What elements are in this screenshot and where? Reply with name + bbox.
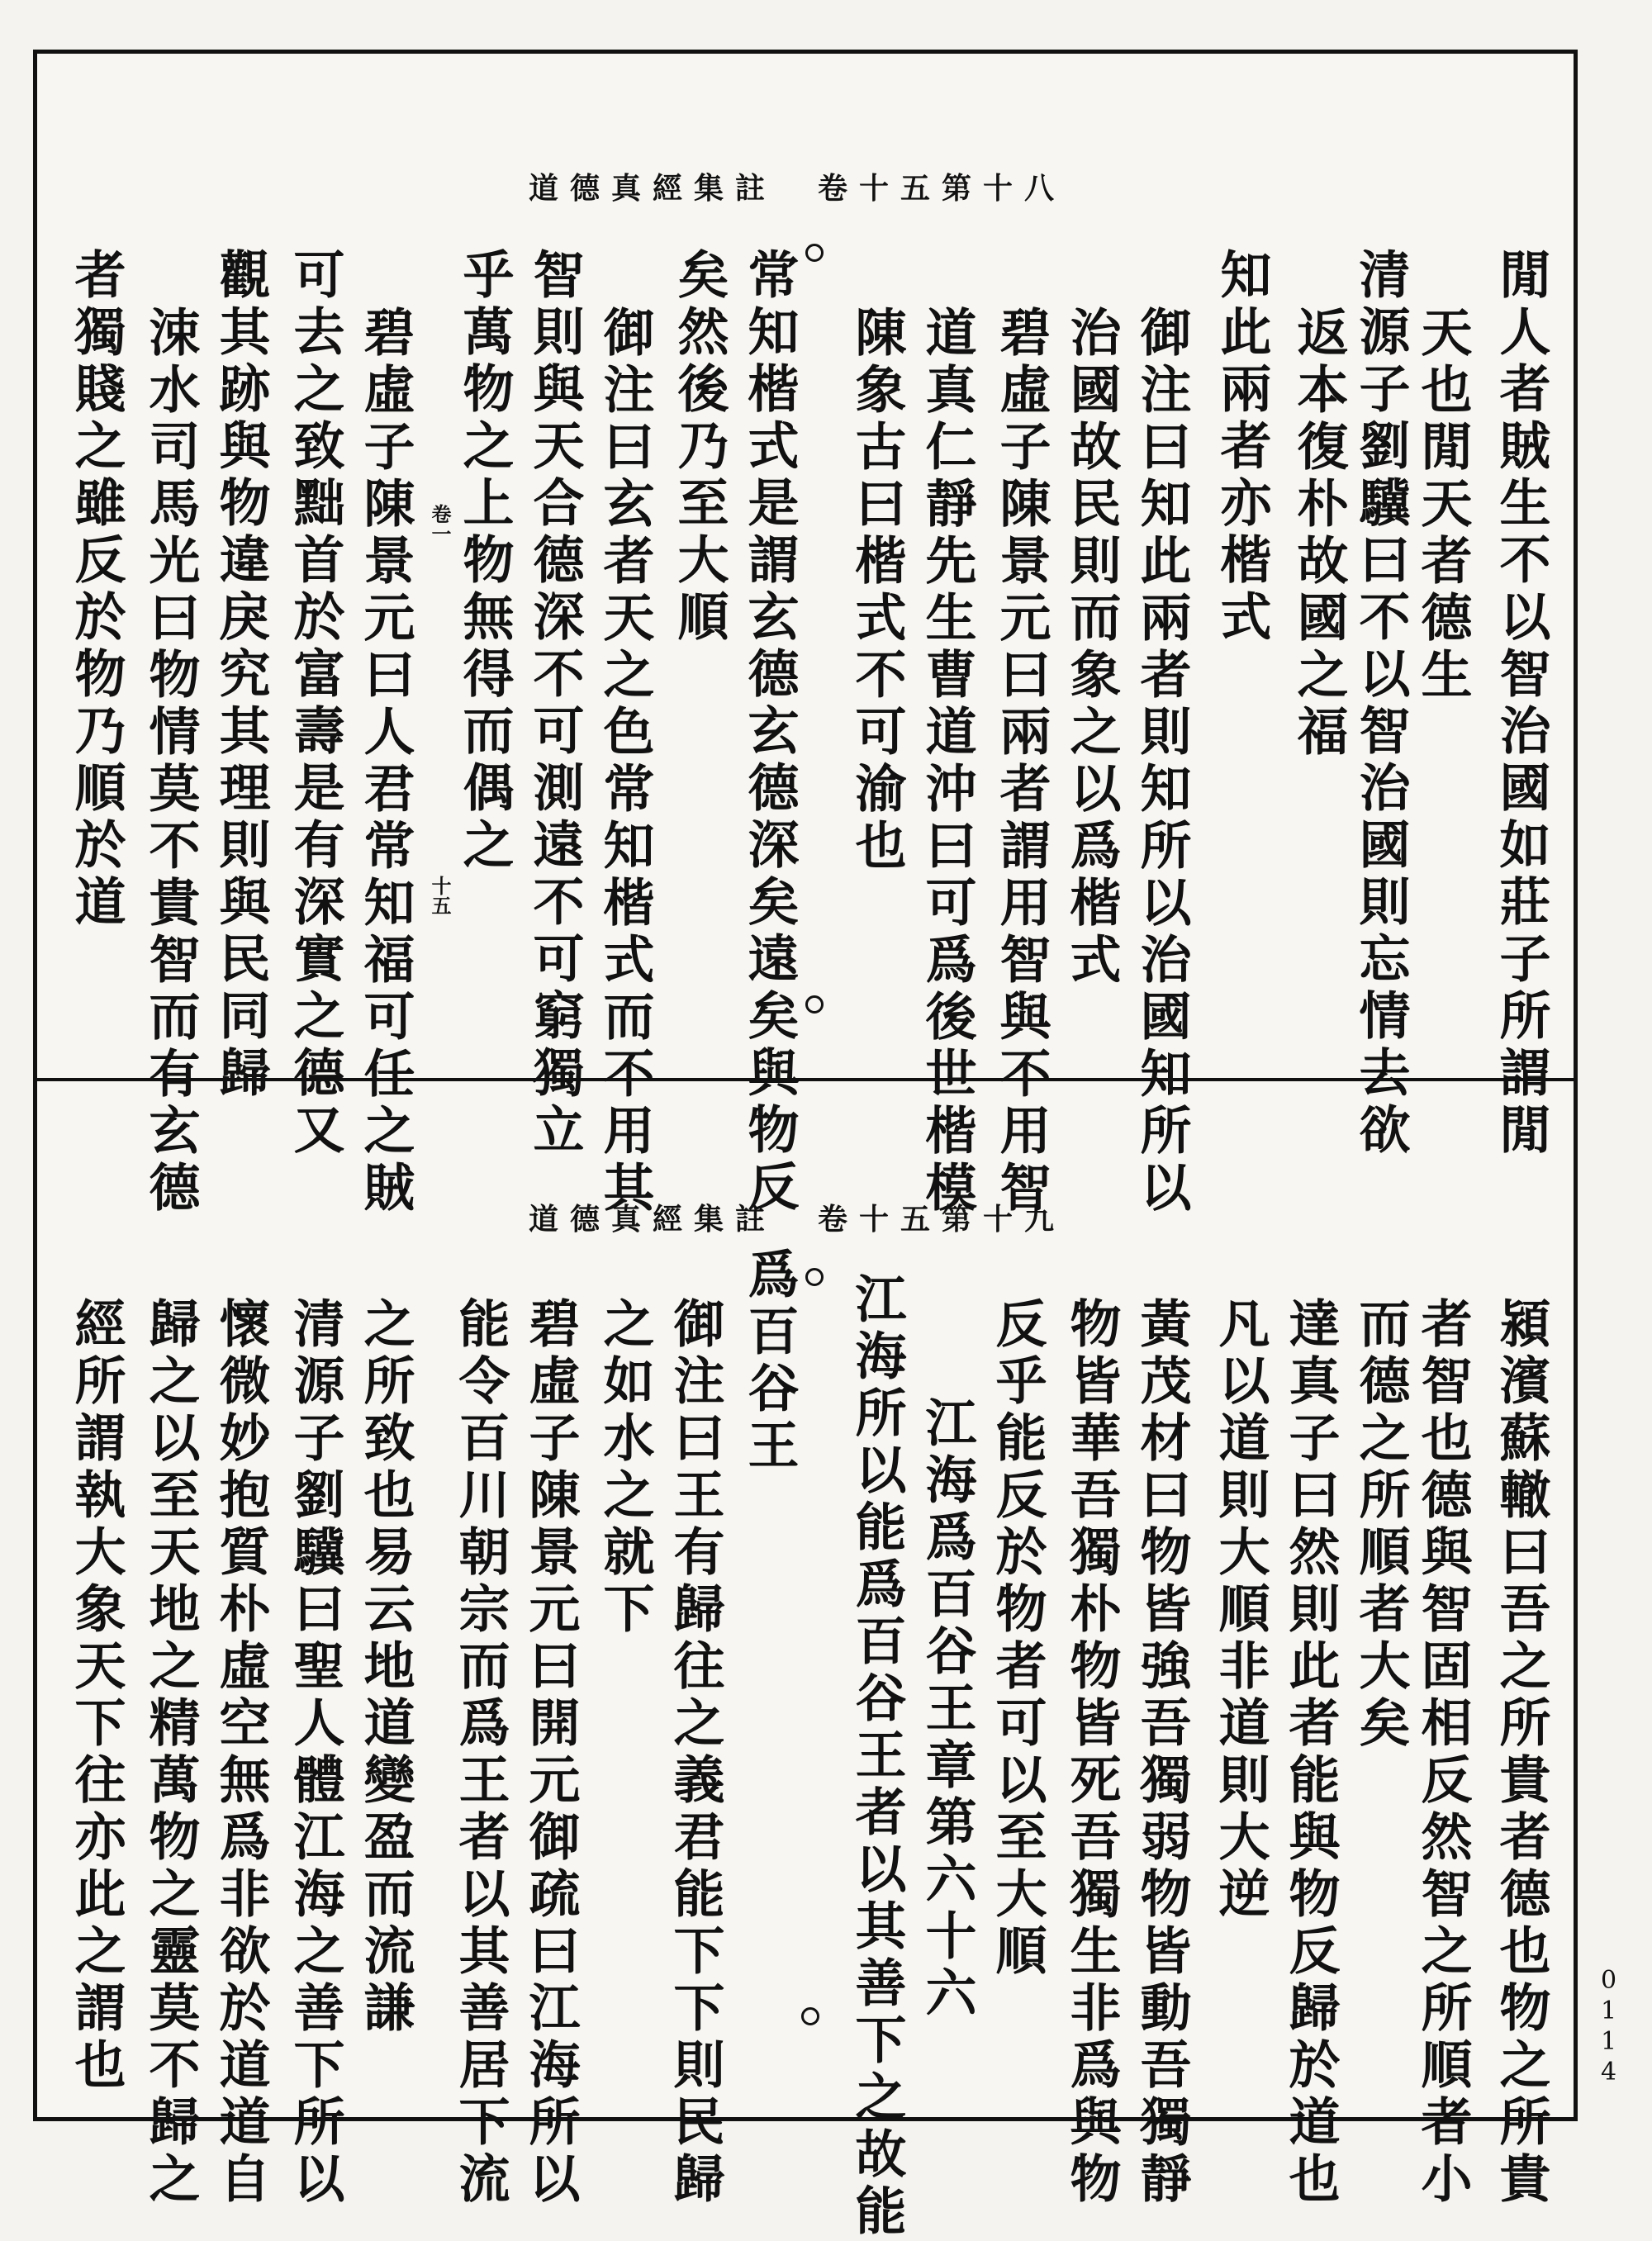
text-column: 者獨賤之雖反於物乃順於道 bbox=[66, 248, 126, 932]
text-column: 潁濱蘇轍曰吾之所貴者德也物之所貴 bbox=[1491, 1297, 1551, 2209]
text-column: 涑水司馬光曰物情莫不貴智而有玄德 bbox=[140, 306, 201, 1218]
text-column: 御注曰玄者天之色常知楷式而不用其 bbox=[595, 306, 655, 1218]
text-column: 歸之以至天地之精萬物之靈莫不歸之 bbox=[140, 1297, 201, 2209]
circle-mark bbox=[805, 244, 824, 262]
text-column: 常知楷式是謂玄德玄德深矣遠矣與物反 bbox=[739, 248, 800, 1217]
text-column: 陳象古曰楷式不可渝也 bbox=[847, 306, 907, 876]
text-column: 之所致也易云地道變盈而流謙 bbox=[355, 1297, 415, 2038]
circle-mark bbox=[801, 2007, 819, 2025]
text-column: 江海所以能爲百谷王者以其善下之故能 bbox=[847, 1272, 907, 2241]
text-column: 清源子劉驥曰聖人體江海之善下所以 bbox=[285, 1297, 345, 2209]
text-column: 反乎能反於物者可以至大順 bbox=[987, 1297, 1047, 1981]
text-column: 而德之所順者大矣 bbox=[1351, 1297, 1411, 1753]
text-column: 達真子曰然則此者能與物反歸於道也 bbox=[1280, 1297, 1341, 2209]
text-column: 凡以道則大順非道則大逆 bbox=[1210, 1297, 1270, 1924]
text-column: 道真仁靜先生曹道沖曰可爲後世楷模 bbox=[917, 306, 977, 1218]
text-column: 碧虛子陳景元曰人君常知福可任之賊 bbox=[355, 306, 415, 1218]
circle-mark bbox=[805, 995, 824, 1014]
text-column: 之如水之就下 bbox=[595, 1297, 655, 1639]
text-column: 爲百谷王 bbox=[739, 1247, 800, 1475]
text-column: 江海爲百谷王章第六十六 bbox=[917, 1396, 977, 2023]
text-column: 智則與天合德深不可測遠不可窮獨立 bbox=[525, 248, 585, 1160]
text-column: 黃茂材曰物皆強吾獨弱物皆動吾獨靜 bbox=[1132, 1297, 1192, 2209]
annotation-note: 卷一 bbox=[428, 504, 452, 544]
text-column: 天也閒天者德生 bbox=[1412, 306, 1473, 705]
text-column: 閒人者賊生不以智治國如莊子所謂閒 bbox=[1491, 248, 1551, 1160]
text-column: 御注曰王有歸往之義君能下下則民歸 bbox=[665, 1297, 725, 2209]
text-column: 清源子劉驥曰不以智治國則忘情去欲 bbox=[1351, 248, 1411, 1160]
page-number: 0114 bbox=[1594, 1966, 1623, 2088]
text-column: 御注曰知此兩者則知所以治國知所以 bbox=[1132, 306, 1192, 1218]
text-column: 觀其跡與物違戾究其理則與民同歸 bbox=[211, 248, 271, 1103]
text-column: 知此兩者亦楷式 bbox=[1212, 248, 1272, 647]
annotation-note: 十五 bbox=[428, 876, 452, 915]
text-column: 者智也德與智固相反然智之所順者小 bbox=[1412, 1297, 1473, 2209]
text-column: 物皆華吾獨朴物皆死吾獨生非爲與物 bbox=[1061, 1297, 1122, 2209]
text-column: 治國故民則而象之以爲楷式 bbox=[1061, 306, 1122, 990]
bottom-header: 道德真經集註 卷十五第十九 bbox=[529, 1202, 1066, 1237]
text-column: 返本復朴故國之福 bbox=[1289, 306, 1349, 762]
text-column: 碧虛子陳景元曰開元御疏曰江海所以 bbox=[520, 1297, 581, 2209]
top-header: 道德真經集註 卷十五第十八 bbox=[529, 171, 1066, 206]
text-column: 碧虛子陳景元曰兩者謂用智與不用智 bbox=[991, 306, 1051, 1218]
circle-mark bbox=[805, 1268, 824, 1286]
text-column: 經所謂執大象天下往亦此之謂也 bbox=[66, 1297, 126, 2095]
text-column: 可去之致黜首於富壽是有深實之德又 bbox=[285, 248, 345, 1160]
text-column: 乎萬物之上物無得而偶之 bbox=[454, 248, 515, 875]
text-column: 矣然後乃至大順 bbox=[669, 248, 729, 647]
text-column: 能令百川朝宗而爲王者以其善居下流 bbox=[450, 1297, 510, 2209]
text-column: 懷微妙抱質朴虛空無爲非欲於道道自 bbox=[211, 1297, 271, 2209]
